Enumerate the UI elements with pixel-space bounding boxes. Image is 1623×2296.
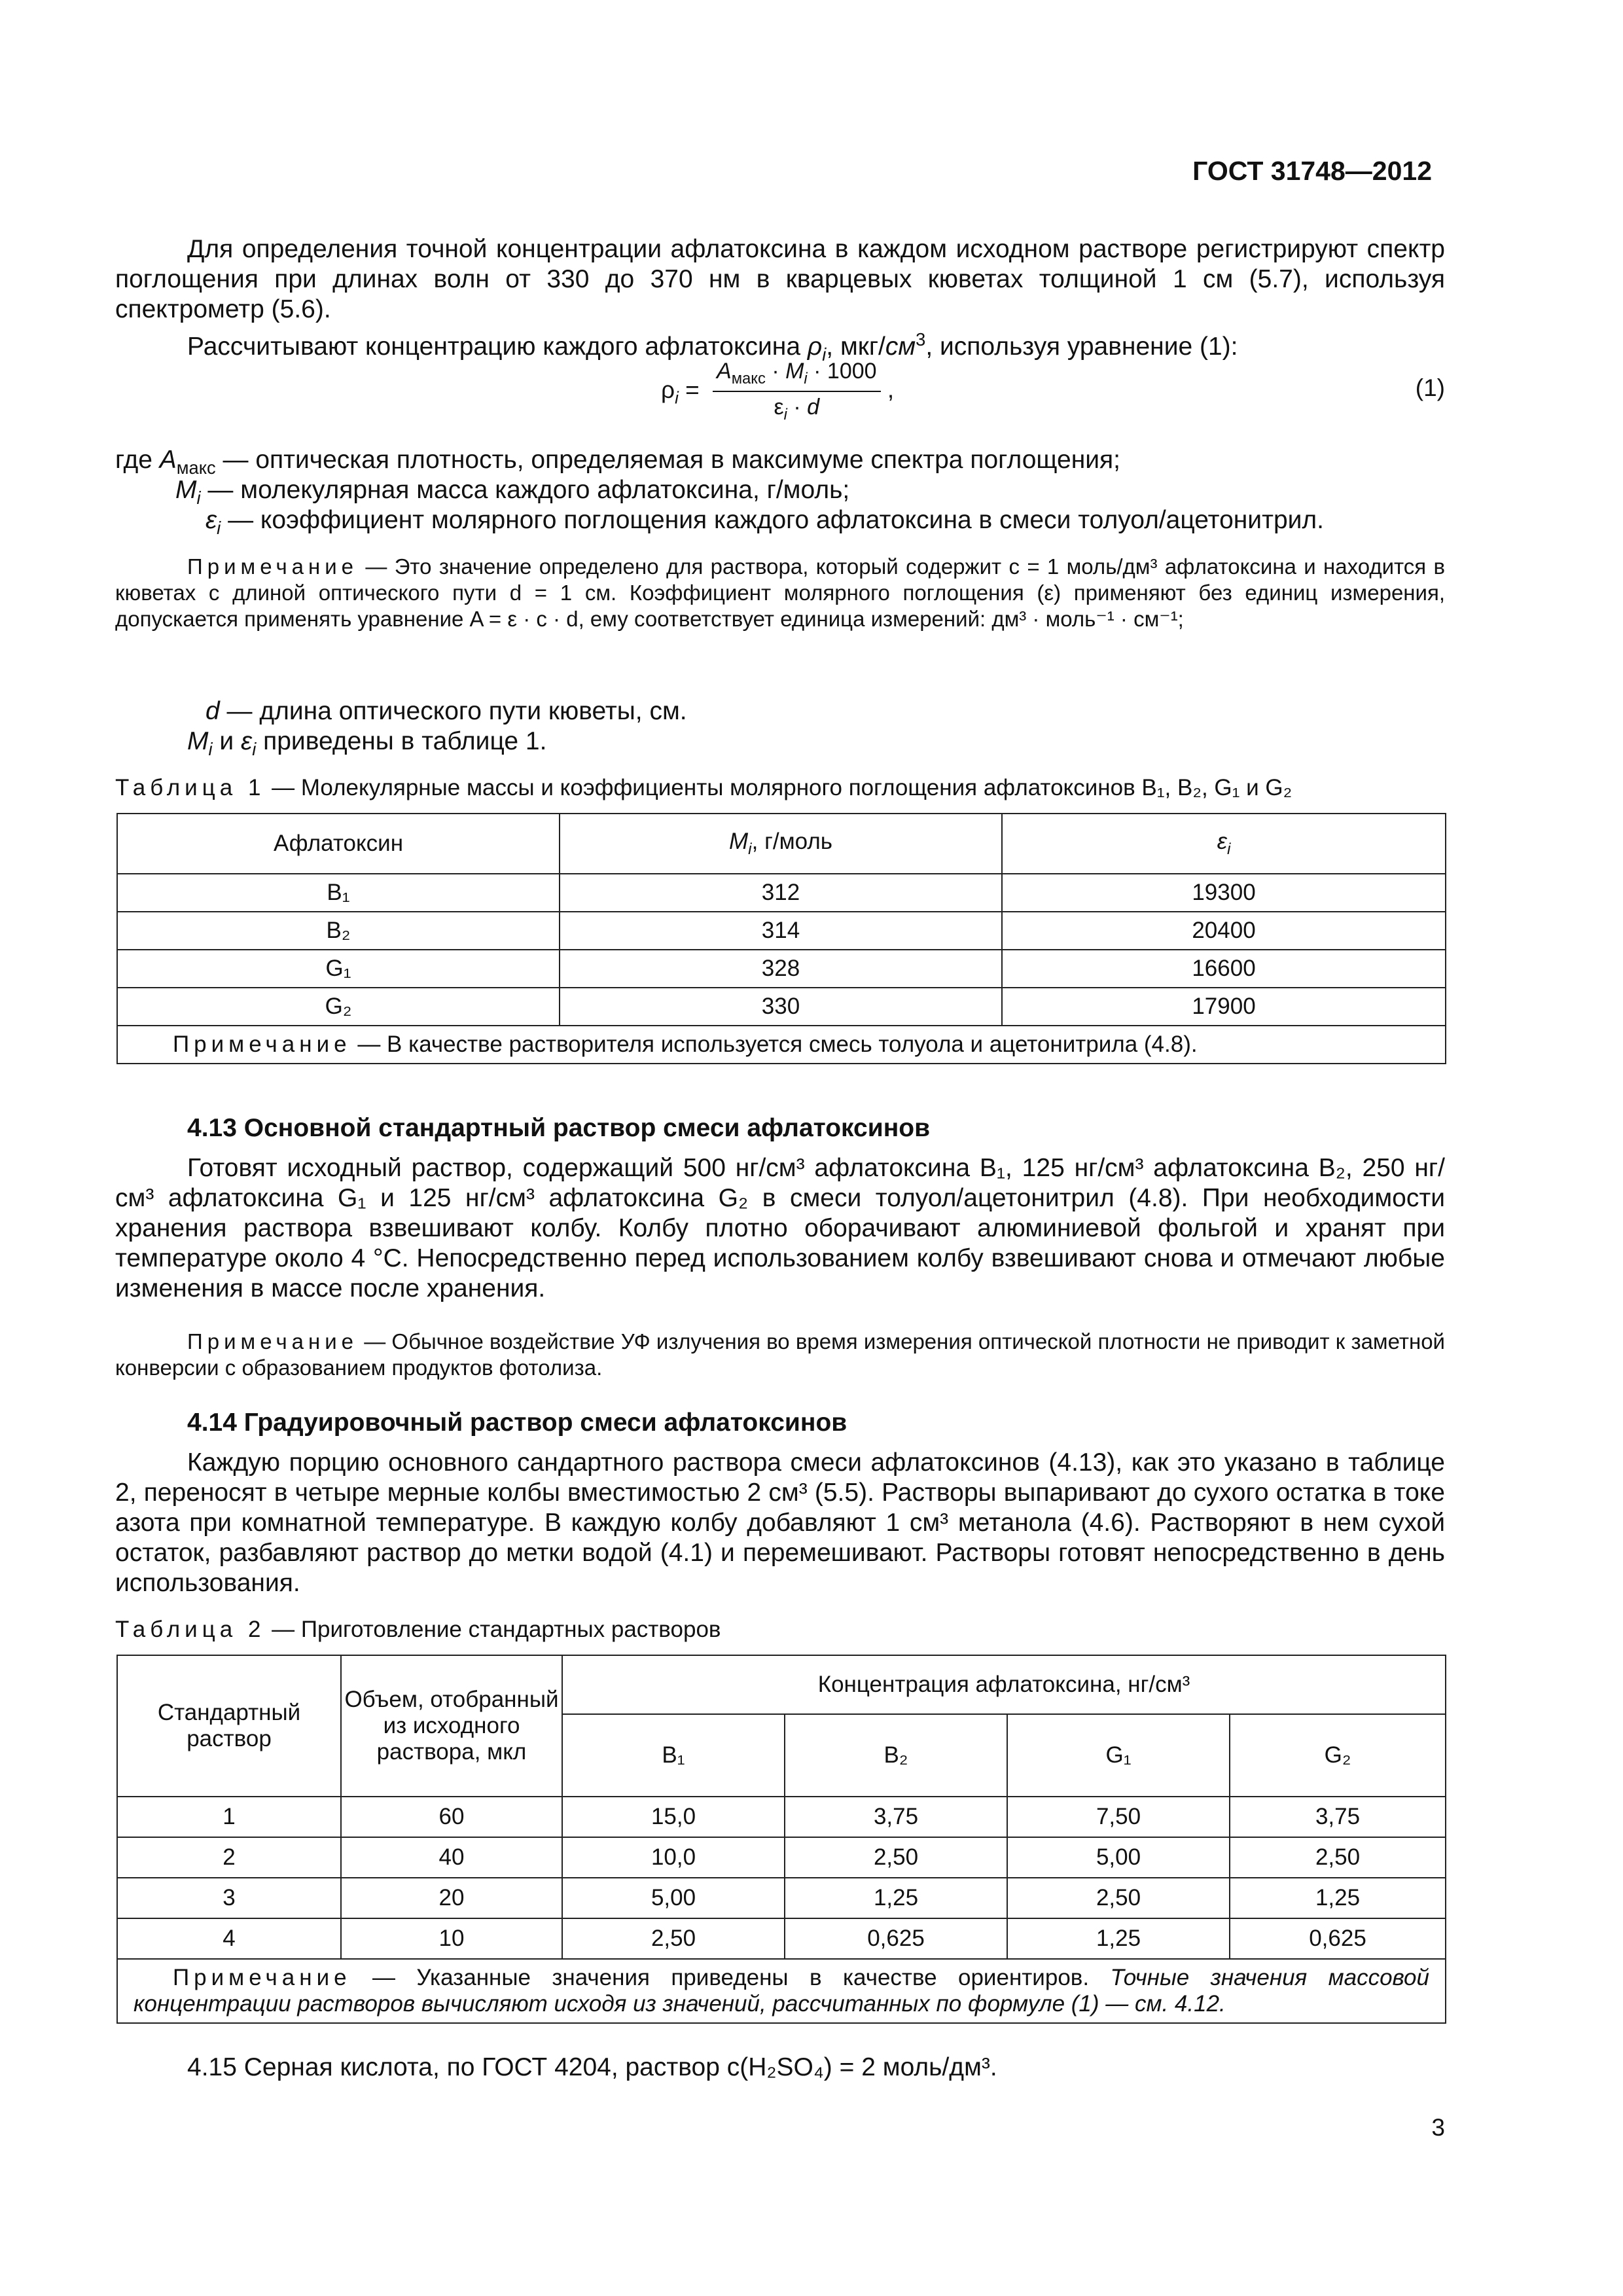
table2-subheader: B₁	[562, 1714, 785, 1797]
document-header: ГОСТ 31748—2012	[1192, 156, 1432, 186]
page-number: 3	[1431, 2114, 1445, 2141]
table1	[116, 813, 1446, 1064]
table1-cell: 20400	[1002, 912, 1446, 950]
formula-numerator: $A_{макс} \cdot M_i \cdot 1000$	[713, 359, 881, 392]
table1-header-coef: $\varepsilon_i$	[1002, 814, 1446, 874]
table2-cell: 15,0	[562, 1797, 785, 1837]
table2-cell: 2,50	[562, 1918, 785, 1959]
table1-note: Примечание — В качестве растворителя используется смесь толуола и ацетонитрила (4.8).	[117, 1026, 1446, 1064]
paragraph-spectrum: Для определения точной концентрации афлатоксина в каждом исходном растворе регистрируют спектр поглощения при длинах волн от 330 до 370 нм в кварцевых кюветах толщиной 1 см (5.7), используя спектрометр (5.6).	[115, 235, 1445, 323]
table2-caption: Таблица 2 — Приготовление стандартных растворов	[115, 1617, 721, 1642]
section-4-13-text: Готовят исходный раствор, содержащий 500 нг/см³ афлатоксина B₁, 125 нг/см³ афлатоксина B₂, 250 нг/см³ афлатоксина G₁ и 125 нг/см³ афлатоксина G₂ в смеси толуол/ацетонитрил (4.8). При необходимости хранения раствора взвешивают колбу. Колбу плотно оборачивают алюминиевой фольгой и хранят при температуре около 4 °С. Непосредственно перед использованием колбу взвешивают снова и отмечают любые изменения в массе после хранения.	[115, 1154, 1445, 1302]
def-amax: где $A_{макс}$ — оптическая плотность, определяемая в максимуме спектра поглощения;	[115, 446, 1120, 478]
def-mi-ei: $M_i$ и $\varepsilon_i$ приведены в таблице 1.	[187, 727, 547, 759]
table2-cell: 20	[341, 1878, 562, 1918]
table1-cell: 314	[560, 912, 1002, 950]
table2-cell: 2,50	[785, 1837, 1007, 1878]
section-4-13-note: Примечание — Обычное воздействие УФ излучения во время измерения оптической плотности не приводит к заметной конверсии с образованием продуктов фотолиза.	[115, 1329, 1445, 1380]
table2-cell: 4	[117, 1918, 341, 1959]
table2-cell: 2	[117, 1837, 341, 1878]
table2-cell: 1	[117, 1797, 341, 1837]
formula-denominator: $\varepsilon_i \cdot d$	[774, 394, 820, 423]
paragraph-calculate: Рассчитывают концентрацию каждого афлатоксина $\rho_i$, мкг/$см^3$, используя уравнение (1):	[187, 329, 1238, 365]
table1-header-aflatoxin: Афлатоксин	[117, 814, 560, 874]
formula-lhs: $\rho_i$ =	[661, 376, 700, 407]
table2-cell: 3,75	[1230, 1797, 1446, 1837]
table2-subheader: G₁	[1007, 1714, 1230, 1797]
table2-cell: 3	[117, 1878, 341, 1918]
table2-cell: 1,25	[1007, 1918, 1230, 1959]
table1-cell: 330	[560, 988, 1002, 1026]
table2-cell: 5,00	[1007, 1837, 1230, 1878]
formula-1: $\rho_i$ = $\frac{A_{макс} \cdot M_i \cdot 1000}{\varepsilon_i \cdot d}$ ,	[661, 359, 895, 423]
section-4-14-heading: 4.14 Градуировочный раствор смеси афлатоксинов	[187, 1408, 847, 1437]
table2-cell: 0,625	[1230, 1918, 1446, 1959]
table1-cell: 328	[560, 950, 1002, 988]
table2-cell: 7,50	[1007, 1797, 1230, 1837]
table1-cell: G₁	[117, 950, 560, 988]
table1-cell: G₂	[117, 988, 560, 1026]
table1-cell: 312	[560, 874, 1002, 912]
table2-cell: 2,50	[1007, 1878, 1230, 1918]
table2-cell: 3,75	[785, 1797, 1007, 1837]
table2-cell: 60	[341, 1797, 562, 1837]
table1-cell: 16600	[1002, 950, 1446, 988]
table2-subheader: B₂	[785, 1714, 1007, 1797]
table1-caption: Таблица 1 — Молекулярные массы и коэффициенты молярного поглощения афлатоксинов B₁, B₂, G₁ и G₂	[115, 775, 1293, 800]
table2-cell: 1,25	[1230, 1878, 1446, 1918]
section-4-13-heading: 4.13 Основной стандартный раствор смеси афлатоксинов	[187, 1114, 931, 1142]
table1-cell: 17900	[1002, 988, 1446, 1026]
table2-note: Примечание — Указанные значения приведены в качестве ориентиров. Точные значения массовой концентрации растворов вычисляют исходя из значений, рассчитанных по формуле (1) — см. 4.12.	[117, 1959, 1446, 2023]
table1-header-mass: $M_i$, г/моль	[560, 814, 1002, 874]
section-4-15-text: 4.15 Серная кислота, по ГОСТ 4204, раствор c(H₂SO₄) = 2 моль/дм³.	[187, 2053, 997, 2081]
table2-cell: 10	[341, 1918, 562, 1959]
note-extinction: Примечание — Это значение определено для раствора, который содержит c = 1 моль/дм³ афлатоксина и находится в кюветах с длиной оптического пути d = 1 см. Коэффициент молярного поглощения (ε) применяют без единиц измерения, допускается применять уравнение A = ε · c · d, ему соответствует единица измерений: дм³ · моль⁻¹ · см⁻¹;	[115, 554, 1445, 631]
table2-cell: 1,25	[785, 1878, 1007, 1918]
table2	[116, 1655, 1446, 2024]
table1-cell: B₁	[117, 874, 560, 912]
table1-cell: 19300	[1002, 874, 1446, 912]
table2-header-std: Стандартный раствор	[117, 1655, 341, 1797]
section-4-14-text: Каждую порцию основного сандартного раствора смеси афлатоксинов (4.13), как это указано в таблице 2, переносят в четыре мерные колбы вместимостью 2 см³ (5.5). Растворы выпаривают до сухого остатка в токе азота при комнатной температуре. В каждую колбу добавляют 1 см³ метанола (4.6). Растворяют в нем сухой остаток, разбавляют раствор до метки водой (4.1) и перемешивают. Растворы готовят непосредственно в день использования.	[115, 1448, 1445, 1597]
def-ei: $\varepsilon_i$ — коэффициент молярного поглощения каждого афлатоксина в смеси толуол/ацетонитрил.	[205, 506, 1325, 538]
table2-cell: 0,625	[785, 1918, 1007, 1959]
table2-cell: 40	[341, 1837, 562, 1878]
table2-subheader: G₂	[1230, 1714, 1446, 1797]
table2-cell: 5,00	[562, 1878, 785, 1918]
def-mi: $M_i$ — молекулярная масса каждого афлатоксина, г/моль;	[175, 476, 850, 508]
table2-cell: 2,50	[1230, 1837, 1446, 1878]
formula-number: (1)	[1415, 374, 1445, 401]
table2-header-vol: Объем, отобранный из исходного раствора, мкл	[341, 1655, 562, 1797]
table2-header-conc: Концентрация афлатоксина, нг/см³	[562, 1655, 1446, 1714]
table1-cell: B₂	[117, 912, 560, 950]
def-d: d — длина оптического пути кюветы, см.	[205, 697, 687, 725]
table2-cell: 10,0	[562, 1837, 785, 1878]
